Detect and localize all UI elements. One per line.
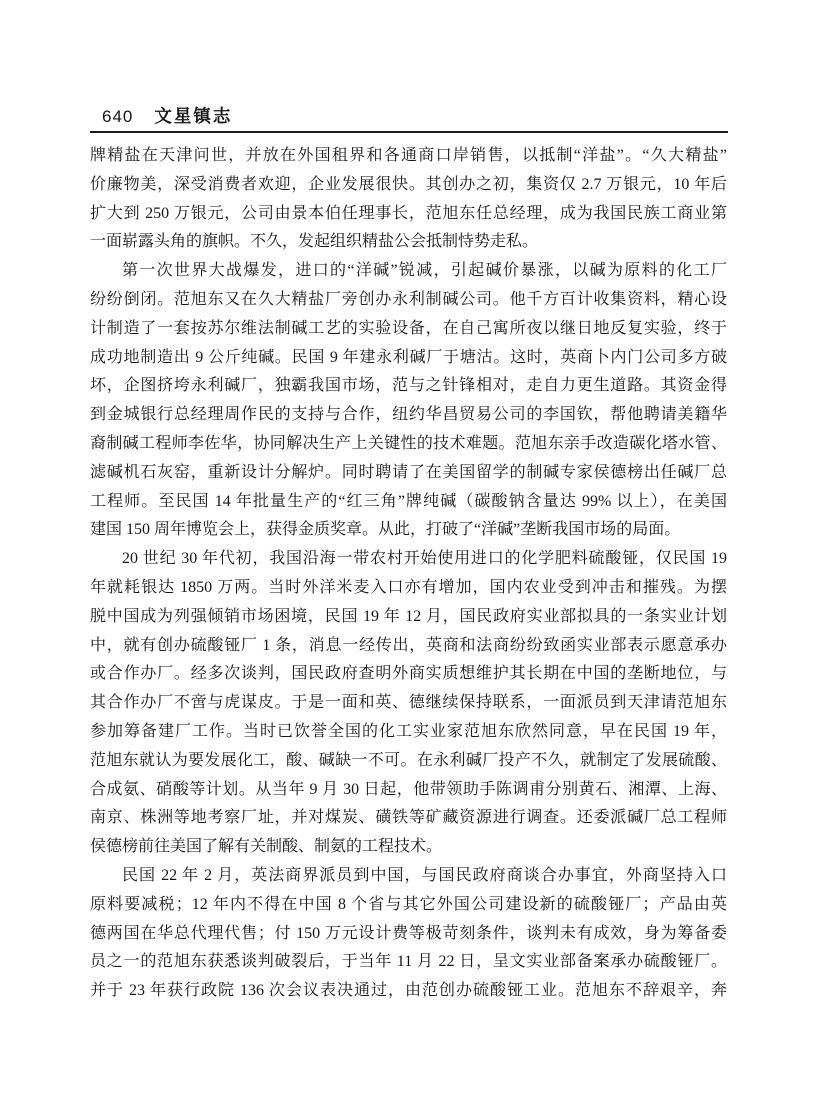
paragraph (90, 142, 727, 257)
text-line: 德两国在华总代理代售；付 150 万元设计费等极苛刻条件，谈判未有成效，身为筹备委 (90, 924, 727, 942)
text-line: 牌精盐在天津问世，并放在外国租界和各通商口岸销售，以抵制“洋盐”。“久大精盐” (90, 147, 727, 164)
text-line: 一面崭露头角的旗帜。不久，发起组织精盐公会抵制恃势走私。 (90, 233, 539, 251)
text-line: 脱中国成为列强倾销市场困境，民国 19 年 12 月，国民政府实业部拟具的一条实业计划 (90, 607, 727, 625)
text-line: 价廉物美，深受消费者欢迎，企业发展很快。其创办之初，集资仅 2.7 万银元，10 年后 (90, 175, 727, 193)
text-line: 并于 23 年获行政院 136 次会议表决通过，由范创办硫酸铔工业。范旭东不辞艰辛，奔 (90, 982, 727, 1000)
text-line: 纷纷倒闭。范旭东又在久大精盐厂旁创办永利制碱公司。他千方百计收集资料，精心设 (90, 290, 727, 308)
text-line: 侯德榜前往美国了解有关制酸、制氨的工程技术。 (90, 838, 443, 856)
text-line: 其合作办厂不啻与虎谋皮。于是一面和英、德继续保持联系，一面派员到天津请范旭东 (90, 694, 727, 712)
paragraph (90, 862, 727, 1006)
header-rule (90, 131, 728, 133)
paragraph (90, 545, 727, 862)
text-line: 范旭东就认为要发展化工，酸、碱缺一不可。在永利碱厂投产不久，就制定了发展硫酸、 (90, 751, 727, 769)
text-line: 扩大到 250 万银元，公司由景本伯任理事长，范旭东任总经理，成为我国民族工商业第 (90, 204, 727, 222)
body-text (90, 142, 727, 1006)
page-number: 640 (102, 107, 134, 126)
text-line: 坏，企图挤垮永利碱厂，独霸我国市场，范与之针锋相对，走自力更生道路。其资金得 (90, 377, 727, 395)
text-line: 裔制碱工程师李佐华，协同解决生产上关键性的技术难题。范旭东亲手改造碳化塔水管、 (90, 434, 727, 452)
paragraph (90, 257, 727, 545)
text-line: 或合作办厂。经多次谈判，国民政府查明外商实质想维护其长期在中国的垄断地位，与 (90, 665, 727, 683)
text-line: 工程师。至民国 14 年批量生产的“红三角”牌纯碱（碳酸钠含量达 99% 以上），在美国 (90, 492, 727, 510)
text-line: 滤碱机石灰窑，重新设计分解炉。同时聘请了在美国留学的制碱专家侯德榜出任碱厂总 (90, 463, 727, 481)
text-line: 员之一的范旭东获悉谈判破裂后，于当年 11 月 22 日，呈文实业部备案承办硫酸铔厂。 (90, 953, 727, 971)
text-line: 中，就有创办硫酸铔厂 1 条，消息一经传出，英商和法商纷纷致函实业部表示愿意承办 (90, 636, 727, 654)
text-line: 建国 150 周年博览会上，获得金质奖章。从此，打破了“洋碱”垄断我国市场的局面。 (90, 521, 681, 539)
text-line: 参加筹备建厂工作。当时已饮誉全国的化工实业家范旭东欣然同意，早在民国 19 年， (90, 722, 727, 740)
text-line: 第一次世界大战爆发，进口的“洋碱”锐减，引起碱价暴涨，以碱为原料的化工厂 (122, 262, 727, 280)
text-line: 到金城银行总经理周作民的支持与合作，纽约华昌贸易公司的李国钦，帮他聘请美籍华 (90, 406, 727, 424)
text-line: 南京、株洲等地考察厂址，并对煤炭、磺铁等矿藏资源进行调查。还委派碱厂总工程师 (90, 809, 727, 827)
text-line: 20 世纪 30 年代初，我国沿海一带农村开始使用进口的化学肥料硫酸铔，仅民国 19 (122, 550, 727, 568)
text-line: 成功地制造出 9 公斤纯碱。民国 9 年建永利碱厂于塘沽。这时，英商卜内门公司多方破 (90, 348, 727, 366)
text-line: 合成氨、硝酸等计划。从当年 9 月 30 日起，他带领助手陈调甫分别黄石、湘潭、上海、 (90, 780, 727, 798)
text-line: 年就耗银达 1850 万两。当时外洋米麦入口亦有增加，国内农业受到冲击和摧残。为摆 (90, 578, 727, 596)
book-title: 文星镇志 (154, 106, 233, 126)
text-line: 计制造了一套按苏尔维法制碱工艺的实验设备，在自己寓所夜以继日地反复实验，终于 (90, 319, 727, 337)
text-line: 原料要减税；12 年内不得在中国 8 个省与其它外国公司建设新的硫酸铔厂；产品由英 (90, 895, 727, 913)
text-line: 民国 22 年 2 月，英法商界派员到中国，与国民政府商谈合办事宜，外商坚持入口 (122, 866, 727, 884)
